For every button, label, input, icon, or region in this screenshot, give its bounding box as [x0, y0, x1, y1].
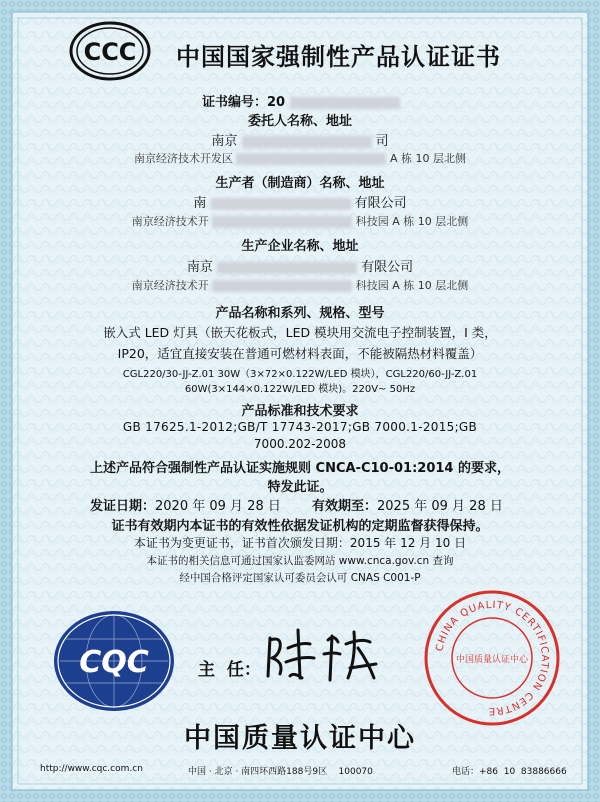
certificate-number-label: 证书编号：	[202, 95, 268, 110]
cqc-logo-text: CQC	[79, 645, 149, 680]
client-address-end: A 栋 10 层北侧	[389, 152, 466, 165]
redacted-certificate-number	[290, 97, 400, 109]
manufacturer-name-start: 南	[193, 196, 207, 211]
issue-date-label: 发证日期：	[90, 499, 156, 514]
client-name-start: 南京	[211, 134, 238, 149]
redacted-factory-name	[217, 262, 357, 274]
standards-heading: 产品标准和技术要求	[241, 404, 359, 419]
issuing-organization: 中国质量认证中心	[184, 723, 416, 754]
ccc-logo	[68, 20, 152, 82]
certificate-title: 中国国家强制性产品认证证书	[176, 43, 501, 71]
seal-outer-text: CHINA QUALITY CERTIFICATION CENTRE	[434, 599, 551, 717]
factory-address-start: 南京经济技术开	[131, 279, 209, 292]
redacted-client-address	[236, 153, 386, 165]
factory-heading: 生产企业名称、地址	[241, 239, 359, 254]
standards-line1: GB 17625.1-2012;GB/T 17743-2017;GB 7000.1-2015;GB	[122, 420, 478, 434]
expiry-date	[312, 495, 503, 514]
product-description-line1: 嵌入式 LED 灯具（嵌天花板式，LED 模块用交流电子控制装置，I 类，	[103, 325, 497, 340]
factory-name-start: 南京	[186, 260, 213, 275]
certification-seal	[422, 588, 562, 728]
query-note: 本证书的相关信息可通过国家认监委网站 www.cnca.gov.cn 查询	[146, 555, 454, 567]
director-label: 主 任：	[198, 660, 261, 680]
expiry-date-label: 有效期至：	[312, 499, 378, 514]
manufacturer-heading: 生产者（制造商）名称、地址	[215, 176, 385, 191]
manufacturer-address-end: 科技园 A 栋 10 层北侧	[355, 215, 469, 228]
certificate-number-value: 20	[267, 95, 286, 110]
factory-address	[0, 277, 600, 293]
footer-phone: 电话：+86 10 83886666	[452, 767, 567, 777]
factory-address-end: 科技园 A 栋 10 层北侧	[355, 279, 469, 292]
manufacturer-address	[0, 213, 600, 229]
expiry-date-value: 2025 年 09 月 28 日	[377, 499, 503, 514]
client-address-start: 南京经济技术开发区	[133, 152, 233, 165]
product-heading: 产品名称和系列、规格、型号	[215, 306, 385, 321]
redacted-manufacturer-name	[211, 198, 351, 210]
cqc-logo	[50, 606, 178, 716]
conformity-line2: 特发此证。	[267, 480, 333, 495]
issue-date	[90, 495, 281, 514]
director-signature	[258, 618, 408, 688]
standards-line2: 7000.202-2008	[253, 437, 347, 451]
footer-address: 中国 · 北京 · 南四环西路188号9区 100070	[188, 767, 373, 777]
client-name	[0, 130, 600, 149]
footer-website: http://www.cqc.com.cn	[40, 764, 143, 774]
issue-date-value: 2020 年 09 月 28 日	[155, 499, 281, 514]
ccc-logo-text: CCC	[83, 38, 137, 66]
factory-name	[0, 256, 600, 275]
client-heading: 委托人名称、地址	[247, 114, 352, 129]
factory-name-end: 有限公司	[361, 260, 414, 275]
redacted-client-name	[242, 136, 372, 148]
redacted-factory-address	[212, 280, 352, 292]
product-model-line1: CGL220/30-JJ-Z.01 30W（3×72×0.122W/LED 模块），CGL220/60-JJ-Z.01	[122, 369, 478, 380]
manufacturer-name	[0, 192, 600, 211]
seal-inner-text: 中国质量认证中心	[455, 655, 529, 665]
validity-note: 证书有效期内本证书的有效性依据发证机构的定期监督获得保持。	[111, 519, 489, 534]
manufacturer-address-start: 南京经济技术开	[131, 215, 209, 228]
change-note: 本证书为变更证书，证书首次颁发日期：2015 年 12 月 10 日	[133, 536, 467, 550]
client-name-end: 司	[375, 134, 389, 149]
cnas-note: 经中国合格评定国家认可委员会认可 CNAS C001-P	[179, 572, 421, 584]
client-address	[0, 150, 600, 166]
manufacturer-name-end: 有限公司	[354, 196, 407, 211]
conformity-line1: 上述产品符合强制性产品认证实施规则 CNCA-C10-01:2014 的要求，	[90, 461, 510, 476]
product-model-line2: 60W(3×144×0.122W/LED 模块)。220V~ 50Hz	[184, 384, 416, 395]
certificate-number	[202, 91, 400, 110]
redacted-manufacturer-address	[212, 216, 352, 228]
product-description-line2: IP20，适宜直接安装在普通可燃材料表面，不能被隔热材料覆盖）	[117, 346, 483, 361]
